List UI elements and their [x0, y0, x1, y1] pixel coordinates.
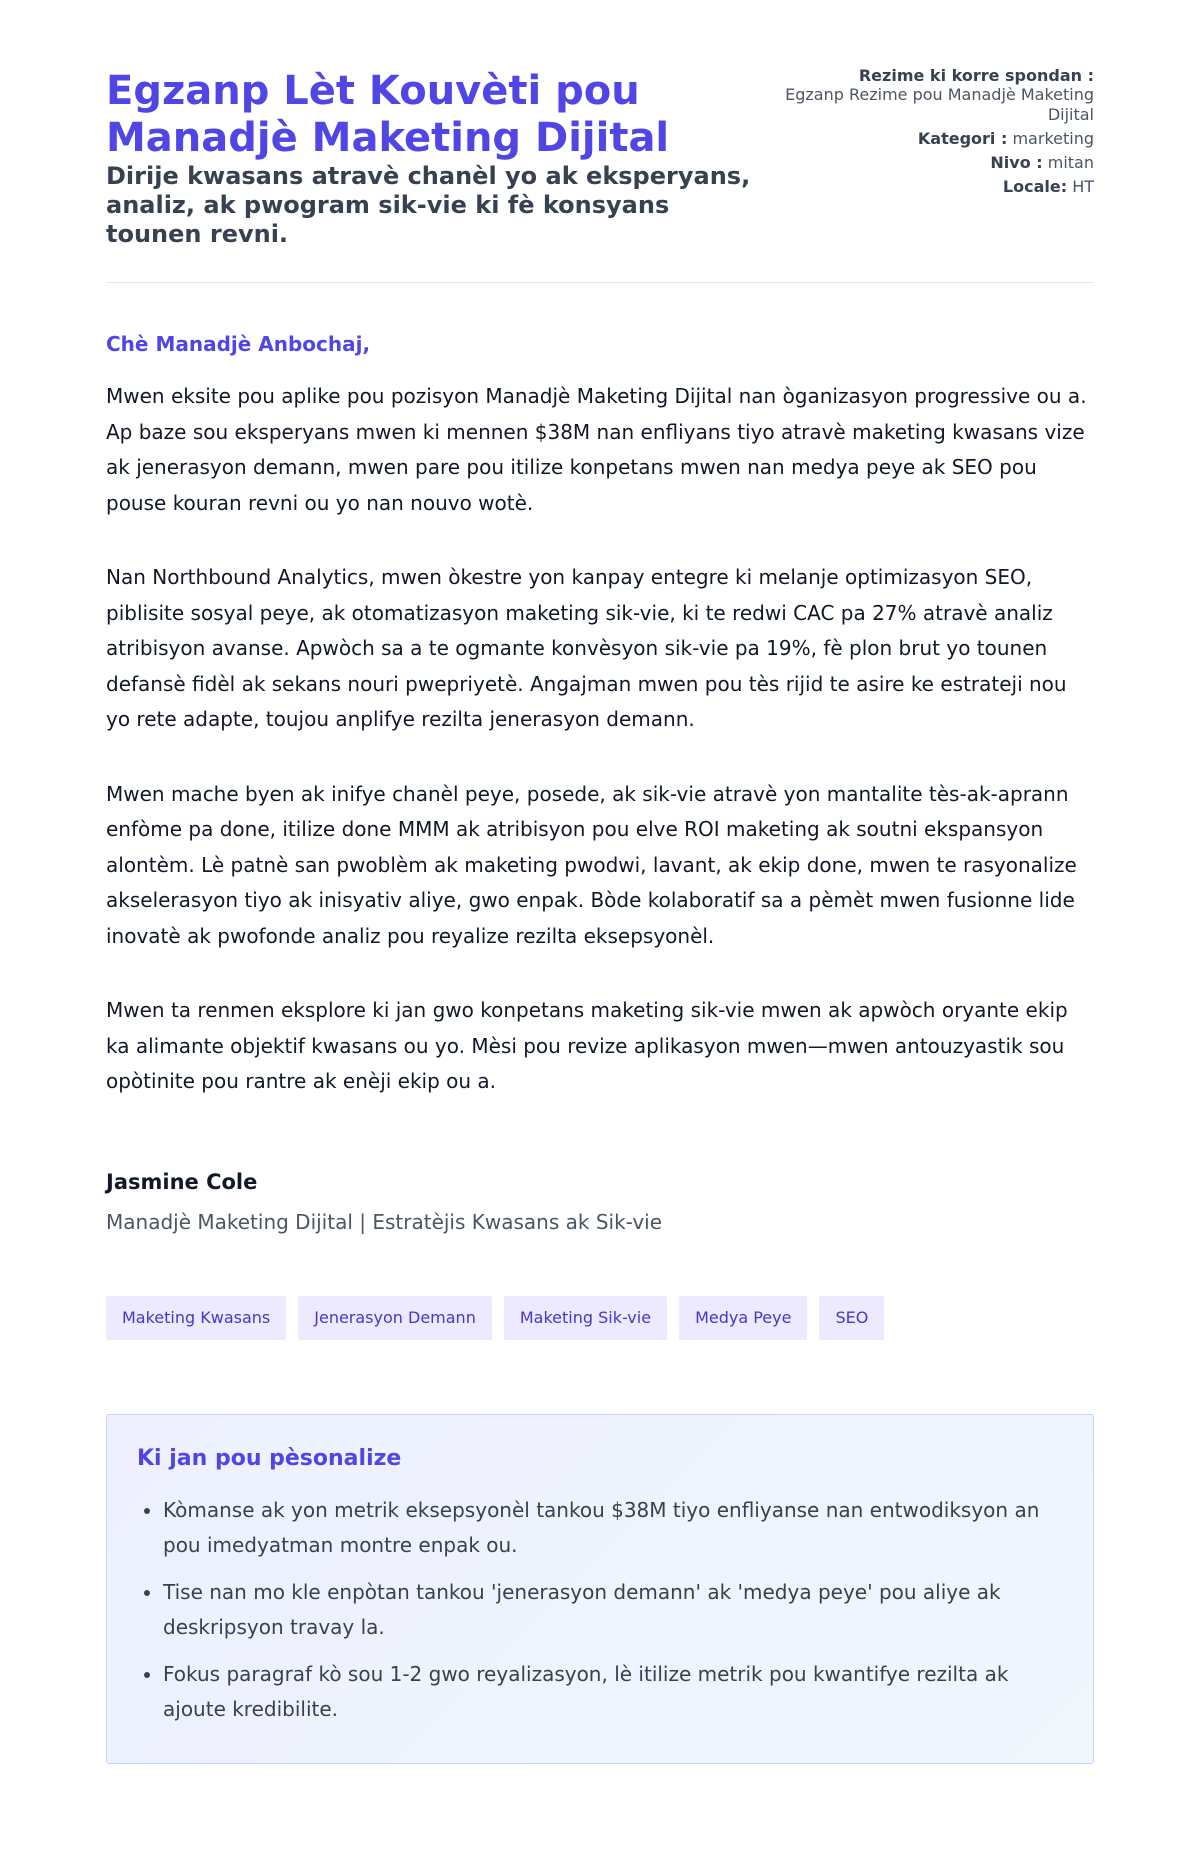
skill-tag: Medya Peye — [679, 1296, 807, 1340]
meta-summary — [764, 66, 1094, 125]
tip-item: • Kòmanse ak yon metrik eksepsyonèl tankou $38M tiyo enfliyanse nan entwodiksyon an pou imedyatman montre enpak ou. — [163, 1493, 1063, 1563]
page-title: Egzanp Lèt Kouvèti pou Manadjè Maketing Dijital — [106, 68, 670, 161]
meta-locale-label: Locale: — [1002, 177, 1068, 196]
signature-name: Jasmine Cole — [106, 1169, 258, 1194]
skill-tag: Maketing Sik-vie — [504, 1296, 667, 1340]
meta-level-value: mitan — [1047, 153, 1094, 172]
header-divider — [106, 282, 1094, 283]
skill-tags — [106, 1296, 1094, 1340]
page-subtitle: Dirije kwasans atravè chanèl yo ak eksperyans, analiz, ak pwogram sik-vie ki fè konsyans tounen revni. — [106, 162, 751, 248]
tips-list — [137, 1493, 1063, 1727]
tips-title: Ki jan pou pèsonalize — [137, 1445, 402, 1471]
customization-tips-box — [106, 1414, 1094, 1764]
meta-panel — [764, 66, 1094, 201]
signature-title: Manadjè Maketing Dijital | Estratèjis Kwasans ak Sik-vie — [106, 1209, 663, 1234]
meta-locale — [764, 177, 1094, 197]
letter-paragraph-2: Nan Northbound Analytics, mwen òkestre yon kanpay entegre ki melanje optimizasyon SEO, piblisite sosyal peye, ak otomatizasyon maketing sik-vie, ki te redwi CAC pa 27% atravè analiz atribisyon avanse. Apwòch sa a te ogmante konvèsyon sik-vie pa 19%, fè plon brut yo tounen defansè fidèl ak sekans nouri pwepriyetè. Angajman mwen pou tès rijid te asire ke estrateji nou yo rete adapte, toujou anplifye rezilta jenerasyon demann. — [106, 565, 1067, 731]
tip-item: • Fokus paragraf kò sou 1-2 gwo reyalizasyon, lè itilize metrik pou kwantifye rezilta ak ajoute kredibilite. — [163, 1657, 1063, 1727]
meta-summary-value: Egzanp Rezime pou Manadjè Maketing Dijital — [785, 85, 1094, 124]
meta-locale-value: HT — [1072, 177, 1094, 196]
letter-greeting: Chè Manadjè Anbochaj, — [106, 332, 371, 356]
skill-tag: Jenerasyon Demann — [298, 1296, 492, 1340]
meta-level-label: Nivo : — [990, 153, 1043, 172]
letter-paragraph-4: Mwen ta renmen eksplore ki jan gwo konpetans maketing sik-vie mwen ak apwòch oryante ekip ka alimante objektif kwasans ou yo. Mèsi pou revize aplikasyon mwen—mwen antouzyastik sou opòtinite pou rantre ak enèji ekip ou a. — [106, 998, 1068, 1093]
meta-level — [764, 153, 1094, 173]
meta-category — [764, 129, 1094, 149]
letter-paragraph-3: Mwen mache byen ak inifye chanèl peye, posede, ak sik-vie atravè yon mantalite tès-ak-aprann enfòme pa done, itilize done MMM ak atribisyon pou elve ROI maketing ak soutni ekspansyon alontèm. Lè patnè san pwoblèm ak maketing pwodwi, lavant, ak ekip done, mwen te rasyonalize akselerasyon tiyo ak inisyativ aliye, gwo enpak. Bòde kolaboratif sa a pèmèt mwen fusionne lide inovatè ak pwofonde analiz pou reyalize rezilta eksepsyonèl. — [106, 781, 1077, 948]
tip-item: • Tise nan mo kle enpòtan tankou 'jenerasyon demann' ak 'medya peye' pou aliye ak deskripsyon travay la. — [163, 1575, 1063, 1645]
skill-tag: SEO — [819, 1296, 884, 1340]
meta-category-label: Kategori : — [917, 129, 1008, 148]
letter-paragraph-1: Mwen eksite pou aplike pou pozisyon Manadjè Maketing Dijital nan òganizasyon progressive ou a. Ap baze sou eksperyans mwen ki mennen $38M nan enfliyans tiyo atravè maketing kwasans vize ak jenerasyon demann, mwen pare pou itilize konpetans mwen nan medya peye ak SEO pou pouse kouran revni ou yo nan nouvo wotè. — [106, 384, 1087, 515]
meta-summary-label: Rezime ki korre spondan : — [858, 66, 1094, 85]
skill-tag: Maketing Kwasans — [106, 1296, 286, 1340]
page-header — [106, 0, 1094, 248]
meta-category-value: marketing — [1012, 129, 1094, 148]
